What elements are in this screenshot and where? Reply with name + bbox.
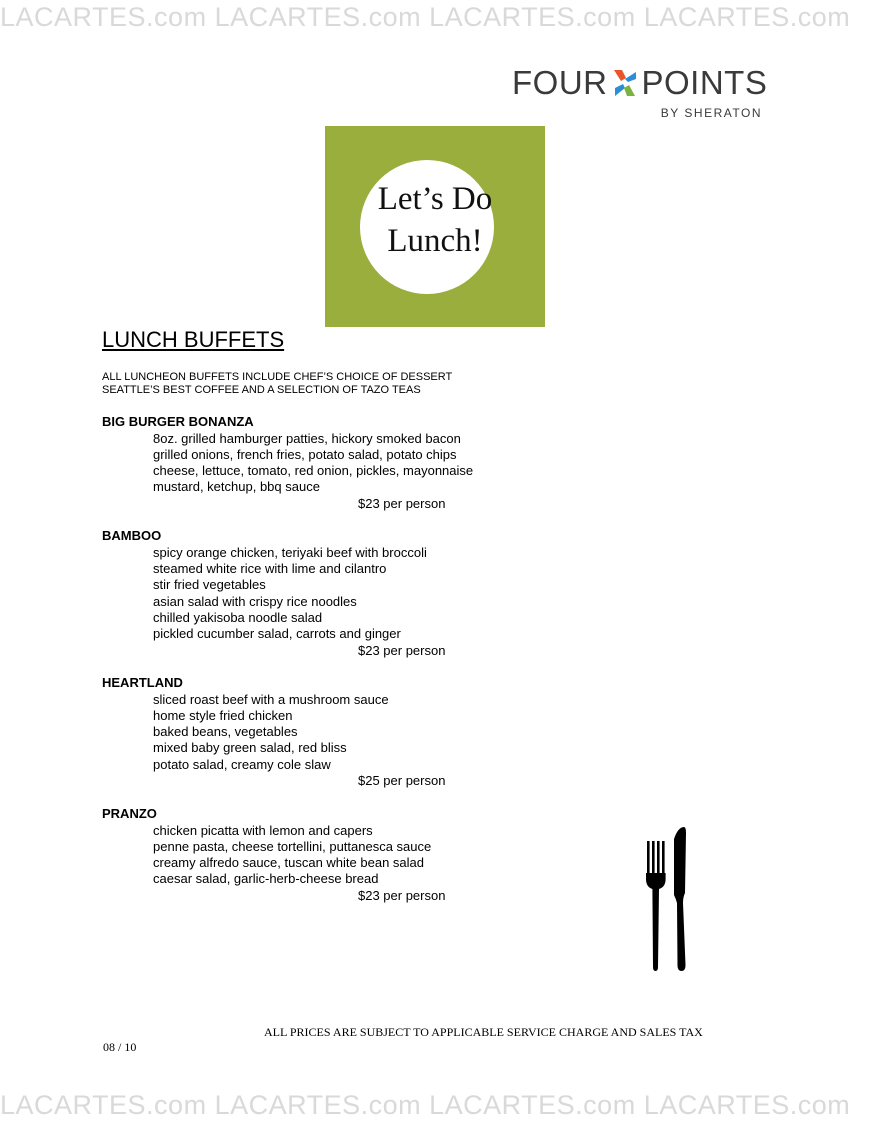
watermark-top: LACARTES.com LACARTES.com LACARTES.com LACARTES.com	[0, 2, 851, 32]
menu-item: chilled yakisoba noodle salad	[153, 610, 323, 625]
menu-item: cheese, lettuce, tomato, red onion, pickles, mayonnaise	[153, 463, 474, 478]
menu-title-bamboo: BAMBOO	[102, 528, 162, 543]
menu-title-pranzo: PRANZO	[102, 806, 157, 821]
brand-name-left: FOUR	[512, 64, 608, 101]
menu-price: $25 per person	[358, 773, 446, 788]
menu-item: steamed white rice with lime and cilantro	[153, 561, 387, 576]
intro-line-1: ALL LUNCHEON BUFFETS INCLUDE CHEF’S CHOICE OF DESSERT	[102, 371, 453, 383]
menu-item: asian salad with crispy rice noodles	[153, 594, 357, 609]
fork-and-knife-icon	[636, 825, 696, 973]
intro-line-2: SEATTLE’S BEST COFFEE AND A SELECTION OF TAZO TEAS	[102, 384, 421, 396]
menu-item: home style fried chicken	[153, 708, 293, 723]
menu-price: $23 per person	[358, 888, 446, 903]
menu-item: grilled onions, french fries, potato salad, potato chips	[153, 447, 457, 462]
menu-item: pickled cucumber salad, carrots and ginger	[153, 626, 401, 641]
menu-item: potato salad, creamy cole slaw	[153, 757, 331, 772]
menu-item: chicken picatta with lemon and capers	[153, 823, 373, 838]
hero-text	[325, 178, 545, 262]
brand-subtitle: BY SHERATON	[660, 106, 762, 120]
menu-item: spicy orange chicken, teriyaki beef with broccoli	[153, 545, 427, 560]
menu-item: caesar salad, garlic-herb-cheese bread	[153, 871, 379, 886]
hero-line-1: Let’s Do	[377, 181, 493, 217]
menu-item: baked beans, vegetables	[153, 724, 298, 739]
menu-title-heartland: HEARTLAND	[102, 675, 183, 690]
brand-logo	[512, 64, 768, 122]
brand-name-right: POINTS	[641, 64, 768, 101]
page-number: 08 / 10	[103, 1040, 137, 1054]
menu-item: sliced roast beef with a mushroom sauce	[153, 692, 389, 707]
menu-item: creamy alfredo sauce, tuscan white bean salad	[153, 855, 424, 870]
footer-note: ALL PRICES ARE SUBJECT TO APPLICABLE SERVICE CHARGE AND SALES TAX	[264, 1025, 703, 1039]
menu-item: penne pasta, cheese tortellini, puttanesca sauce	[153, 839, 432, 854]
menu-price: $23 per person	[358, 496, 446, 511]
watermark-bottom: LACARTES.com LACARTES.com LACARTES.com LACARTES.com	[0, 1090, 851, 1120]
section-title: LUNCH BUFFETS	[102, 327, 285, 352]
menu-price: $23 per person	[358, 643, 446, 658]
menu-item: mixed baby green salad, red bliss	[153, 740, 347, 755]
menu-item: stir fried vegetables	[153, 577, 266, 592]
hero-line-2: Lunch!	[387, 223, 483, 259]
four-points-mark-icon	[612, 68, 638, 98]
intro-text	[102, 371, 452, 397]
menu-item: mustard, ketchup, bbq sauce	[153, 479, 320, 494]
hero-banner	[325, 126, 545, 327]
menu-item: 8oz. grilled hamburger patties, hickory smoked bacon	[153, 431, 461, 446]
menu-title-big-burger-bonanza: BIG BURGER BONANZA	[102, 414, 254, 429]
